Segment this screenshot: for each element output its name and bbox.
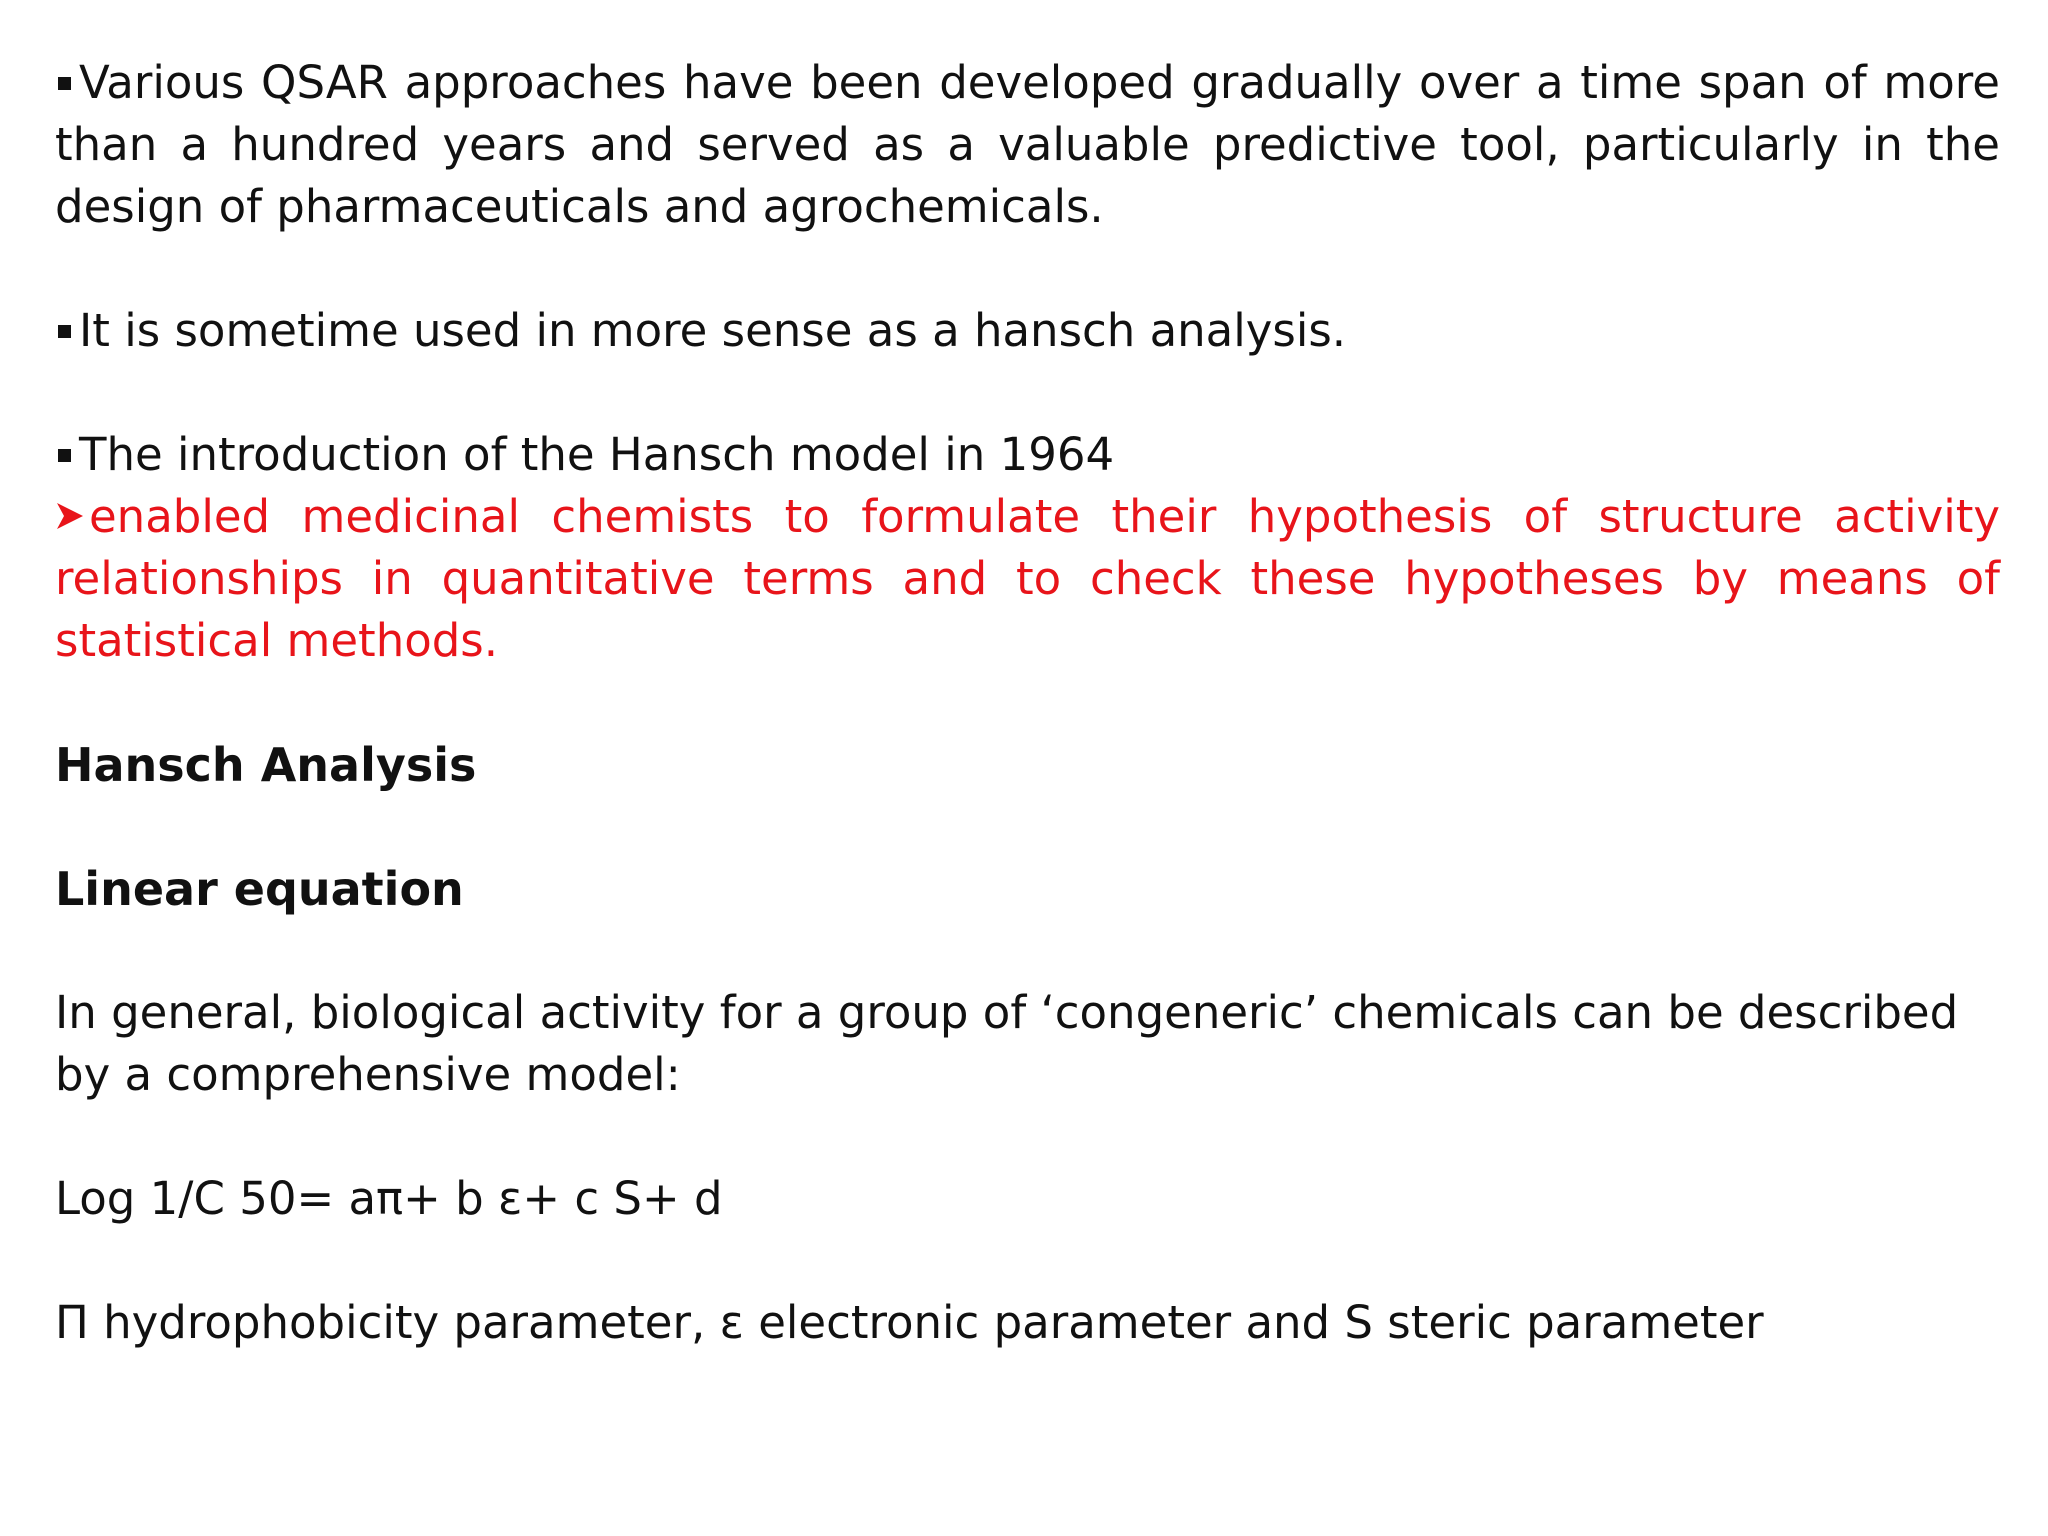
square-bullet-icon [58,77,71,90]
spacer [55,1106,2000,1168]
spacer [55,920,2000,982]
slide-content [55,52,2000,1354]
bullet-paragraph-introduction [55,424,2000,486]
arrowhead-bullet-icon [55,500,85,532]
bullet-text-introduction: The introduction of the Hansch model in 1964 [79,428,1115,481]
heading-linear-equation: Linear equation [55,862,464,916]
sub-bullet-paragraph [55,486,2000,672]
bullet-text-hansch-sense: It is sometime used in more sense as a hansch analysis. [79,304,1347,357]
general-model-text: In general, biological activity for a group of ‘congeneric’ chemicals can be described by a comprehensive model: [55,986,1959,1101]
square-bullet-icon [58,449,71,462]
heading-hansch-analysis: Hansch Analysis [55,738,477,792]
bullet-paragraph-qsar [55,52,2000,238]
bullet-text-qsar: Various QSAR approaches have been developed gradually over a time span of more than a hundred years and served as a valuable predictive tool, particularly in the design of pharmaceuticals and agrochemicals. [55,56,2000,233]
spacer [55,672,2000,734]
square-bullet-icon [58,325,71,338]
parameter-definitions: Π hydrophobicity parameter, ε electronic parameter and S steric parameter [55,1296,1764,1349]
hansch-equation: Log 1/C 50= aπ+ b ε+ c S+ d [55,1172,723,1225]
bullet-paragraph-hansch-sense [55,300,2000,362]
spacer [55,1230,2000,1292]
spacer [55,796,2000,858]
spacer [55,362,2000,424]
sub-bullet-text: enabled medicinal chemists to formulate their hypothesis of structure activity relationships in quantitative terms and to check these hypotheses by means of statistical methods. [55,490,2000,667]
spacer [55,238,2000,300]
